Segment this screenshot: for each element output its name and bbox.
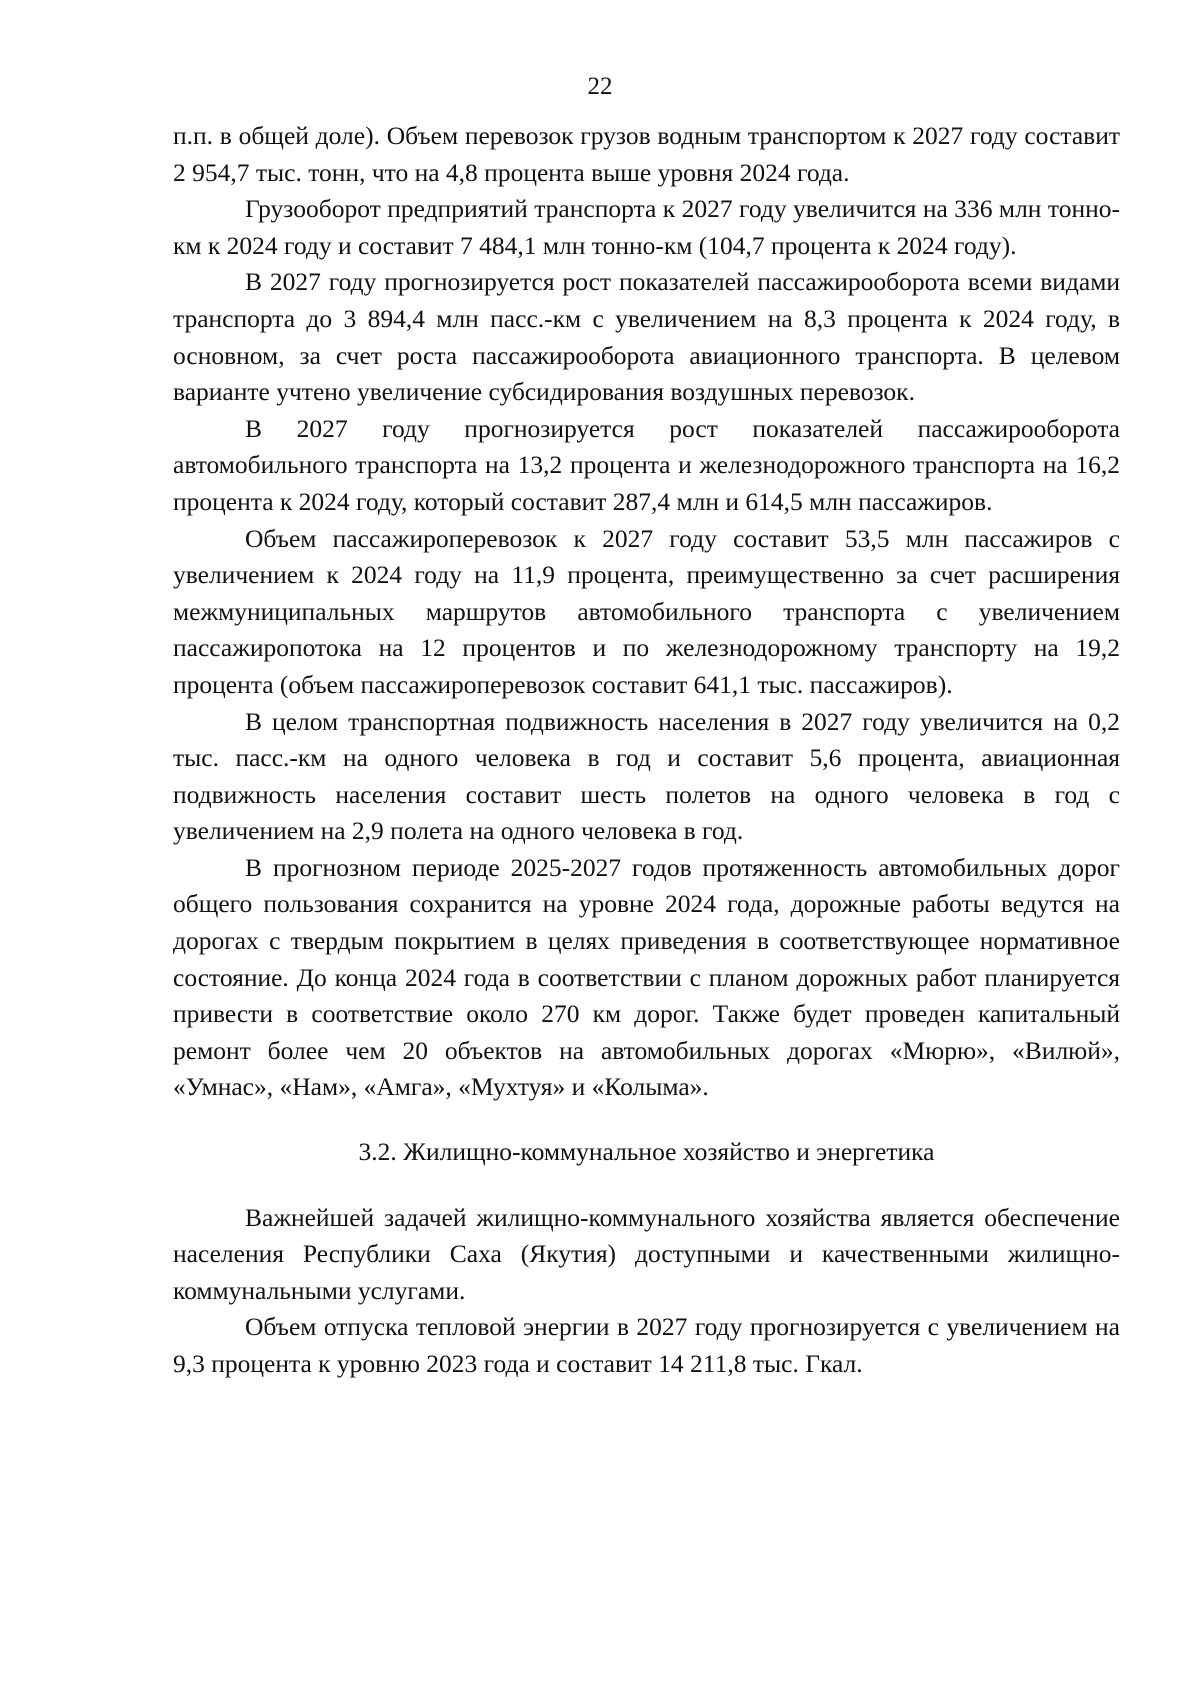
paragraph-housing-task: Важнейшей задачей жилищно-коммунального хозяйства является обеспечение населения Республики Саха (Якутия) доступными и качественными жилищно-коммунальными услугами. [173, 1202, 1120, 1305]
paragraph-continuation: п.п. в общей доле). Объем перевозок грузов водным транспортом к 2027 году составит 2 954,7 тыс. тонн, что на 4,8 процента выше уровня 2024 года. [173, 121, 1120, 187]
paragraph-roads: В прогнозном периоде 2025-2027 годов протяженность автомобильных дорог общего пользования сохранится на уровне 2024 года, дорожные работы ведутся на дорогах с твердым покрытием в целях приведения в соответствующее нормативное состояние. До конца 2024 года в соответствии с планом дорожных работ планируется привести в соответствие около 270 км дорог. Также будет проведен капитальный ремонт более чем 20 объектов на автомобильных дорогах «Мюрю», «Вилюй», «Умнас», «Нам», «Амга», «Мухтуя» и «Колыма». [173, 852, 1120, 1102]
paragraph-transport-mobility: В целом транспортная подвижность населения в 2027 году увеличится на 0,2 тыс. пасс.-км на одного человека в год и составит 5,6 процента, авиационная подвижность населения составит шесть полетов на одного человека в год с увеличением на 2,9 полета на одного человека в год. [173, 706, 1120, 846]
paragraph-passenger-volume: Объем пассажироперевозок к 2027 году составит 53,5 млн пассажиров с увеличением к 2024 году на 11,9 процента, преимущественно за счет расширения межмуниципальных маршрутов автомобильного транспорта с увеличением пассажиропотока на 12 процентов и по железнодорожному транспорту на 19,2 процента (объем пассажироперевозок составит 641,1 тыс. пассажиров). [173, 523, 1120, 699]
page-number: 22 [587, 73, 613, 100]
section-heading: 3.2. Жилищно-коммунальное хозяйство и энергетика [358, 1137, 935, 1167]
paragraph-cargo-turnover: Грузооборот предприятий транспорта к 2027 году увеличится на 336 млн тонно-км к 2024 году и составит 7 484,1 млн тонно-км (104,7 процента к 2024 году). [173, 194, 1120, 260]
paragraph-heat-energy: Объем отпуска тепловой энергии в 2027 году прогнозируется с увеличением на 9,3 процента к уровню 2023 года и составит 14 211,8 тыс. Гкал. [173, 1312, 1120, 1378]
paragraph-auto-rail-turnover: В 2027 году прогнозируется рост показателей пассажирооборота автомобильного транспорта на 13,2 процента и железнодорожного транспорта на 16,2 процента к 2024 году, который составит 287,4 млн и 614,5 млн пассажиров. [173, 413, 1120, 516]
paragraph-passenger-turnover: В 2027 году прогнозируется рост показателей пассажирооборота всеми видами транспорта до 3 894,4 млн пасс.-км с увеличением на 8,3 процента к 2024 году, в основном, за счет роста пассажирооборота авиационного транспорта. В целевом варианте учтено увеличение субсидирования воздушных перевозок. [173, 267, 1120, 407]
page-content [173, 118, 1120, 1383]
